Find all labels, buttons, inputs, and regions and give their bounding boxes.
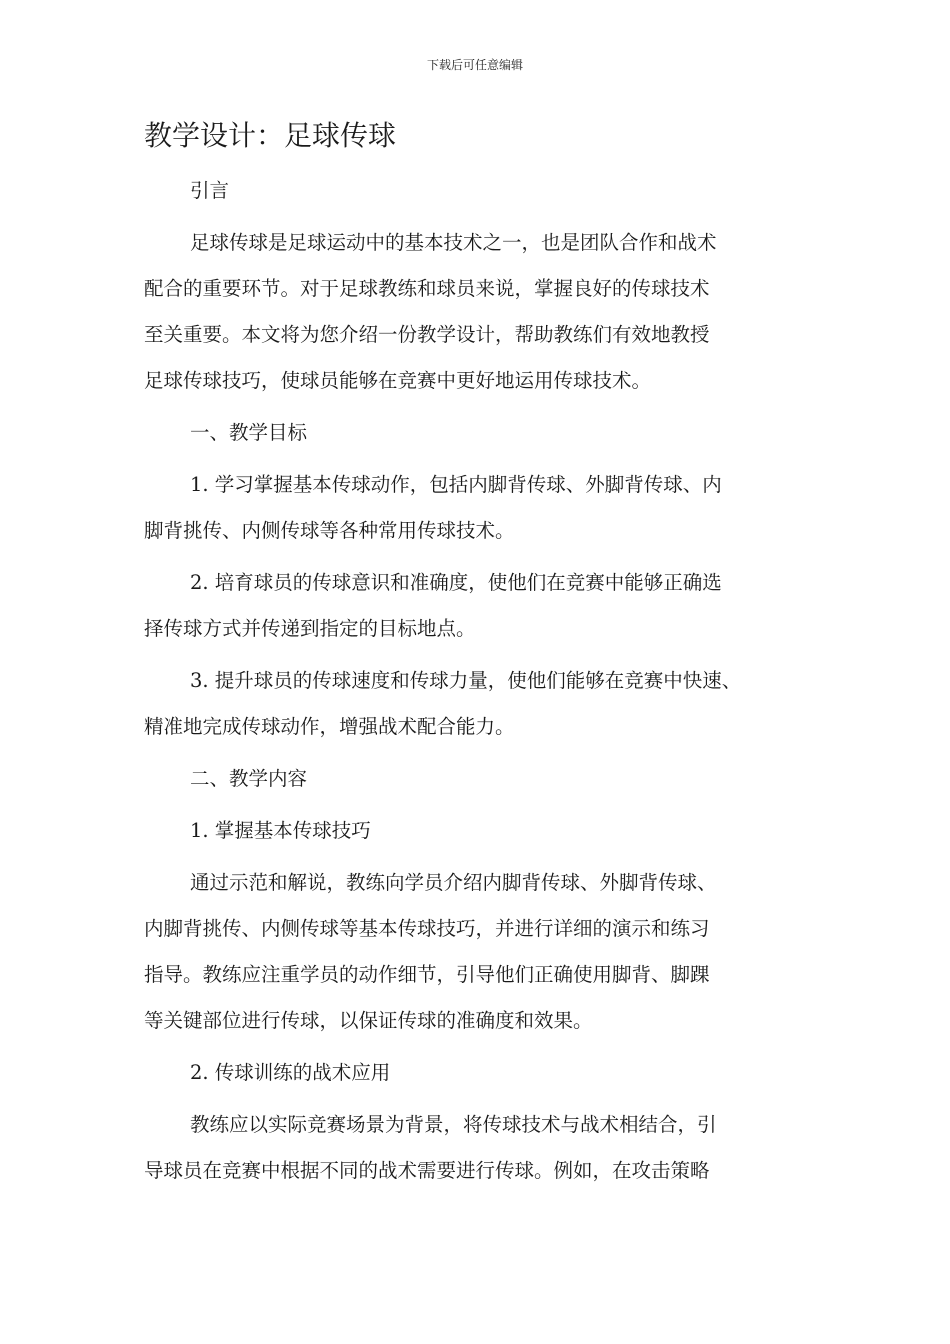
paragraph: [144, 168, 824, 214]
paragraph-line: 精准地完成传球动作，增强战术配合能力。: [144, 715, 515, 738]
paragraph: [144, 410, 824, 456]
paragraph: [144, 658, 824, 750]
paragraph: [144, 1102, 824, 1194]
paragraph-line: 指导。教练应注重学员的动作细节，引导他们正确使用脚背、脚踝: [144, 963, 710, 986]
paragraph-line: 教练应以实际竞赛场景为背景，将传球技术与战术相结合，引: [190, 1113, 717, 1136]
paragraph-line: 1. 掌握基本传球技巧: [190, 819, 371, 842]
paragraph: [144, 560, 824, 652]
page-header-note: 下载后可任意编辑: [426, 58, 523, 72]
paragraph-line: 一、教学目标: [190, 421, 308, 444]
paragraph-line: 2. 传球训练的战术应用: [190, 1061, 391, 1084]
paragraph: [144, 1050, 824, 1096]
paragraph-line: 2. 培育球员的传球意识和准确度，使他们在竞赛中能够正确选: [190, 571, 722, 594]
paragraph: [144, 462, 824, 554]
paragraph-line: 至关重要。本文将为您介绍一份教学设计，帮助教练们有效地教授: [144, 323, 710, 346]
paragraph-line: 足球传球技巧，使球员能够在竞赛中更好地运用传球技术。: [144, 369, 652, 392]
paragraph-line: 足球传球是足球运动中的基本技术之一，也是团队合作和战术: [190, 231, 717, 254]
document-body: [144, 168, 824, 1200]
paragraph-line: 通过示范和解说，教练向学员介绍内脚背传球、外脚背传球、: [190, 871, 717, 894]
paragraph-line: 配合的重要环节。对于足球教练和球员来说，掌握良好的传球技术: [144, 277, 710, 300]
paragraph-line: 择传球方式并传递到指定的目标地点。: [144, 617, 476, 640]
paragraph: [144, 860, 824, 1044]
paragraph-line: 1. 学习掌握基本传球动作，包括内脚背传球、外脚背传球、内: [190, 473, 722, 496]
paragraph-line: 二、教学内容: [190, 767, 308, 790]
paragraph-line: 导球员在竞赛中根据不同的战术需要进行传球。例如，在攻击策略: [144, 1159, 710, 1182]
paragraph-line: 引言: [190, 179, 230, 202]
paragraph-line: 等关键部位进行传球，以保证传球的准确度和效果。: [144, 1009, 593, 1032]
paragraph-line: 脚背挑传、内侧传球等各种常用传球技术。: [144, 519, 515, 542]
paragraph-line: 3. 提升球员的传球速度和传球力量，使他们能够在竞赛中快速、: [190, 669, 742, 692]
document-title: 教学设计：足球传球: [144, 119, 397, 152]
paragraph: [144, 756, 824, 802]
paragraph-line: 内脚背挑传、内侧传球等基本传球技巧，并进行详细的演示和练习: [144, 917, 710, 940]
paragraph: [144, 808, 824, 854]
paragraph: [144, 220, 824, 404]
